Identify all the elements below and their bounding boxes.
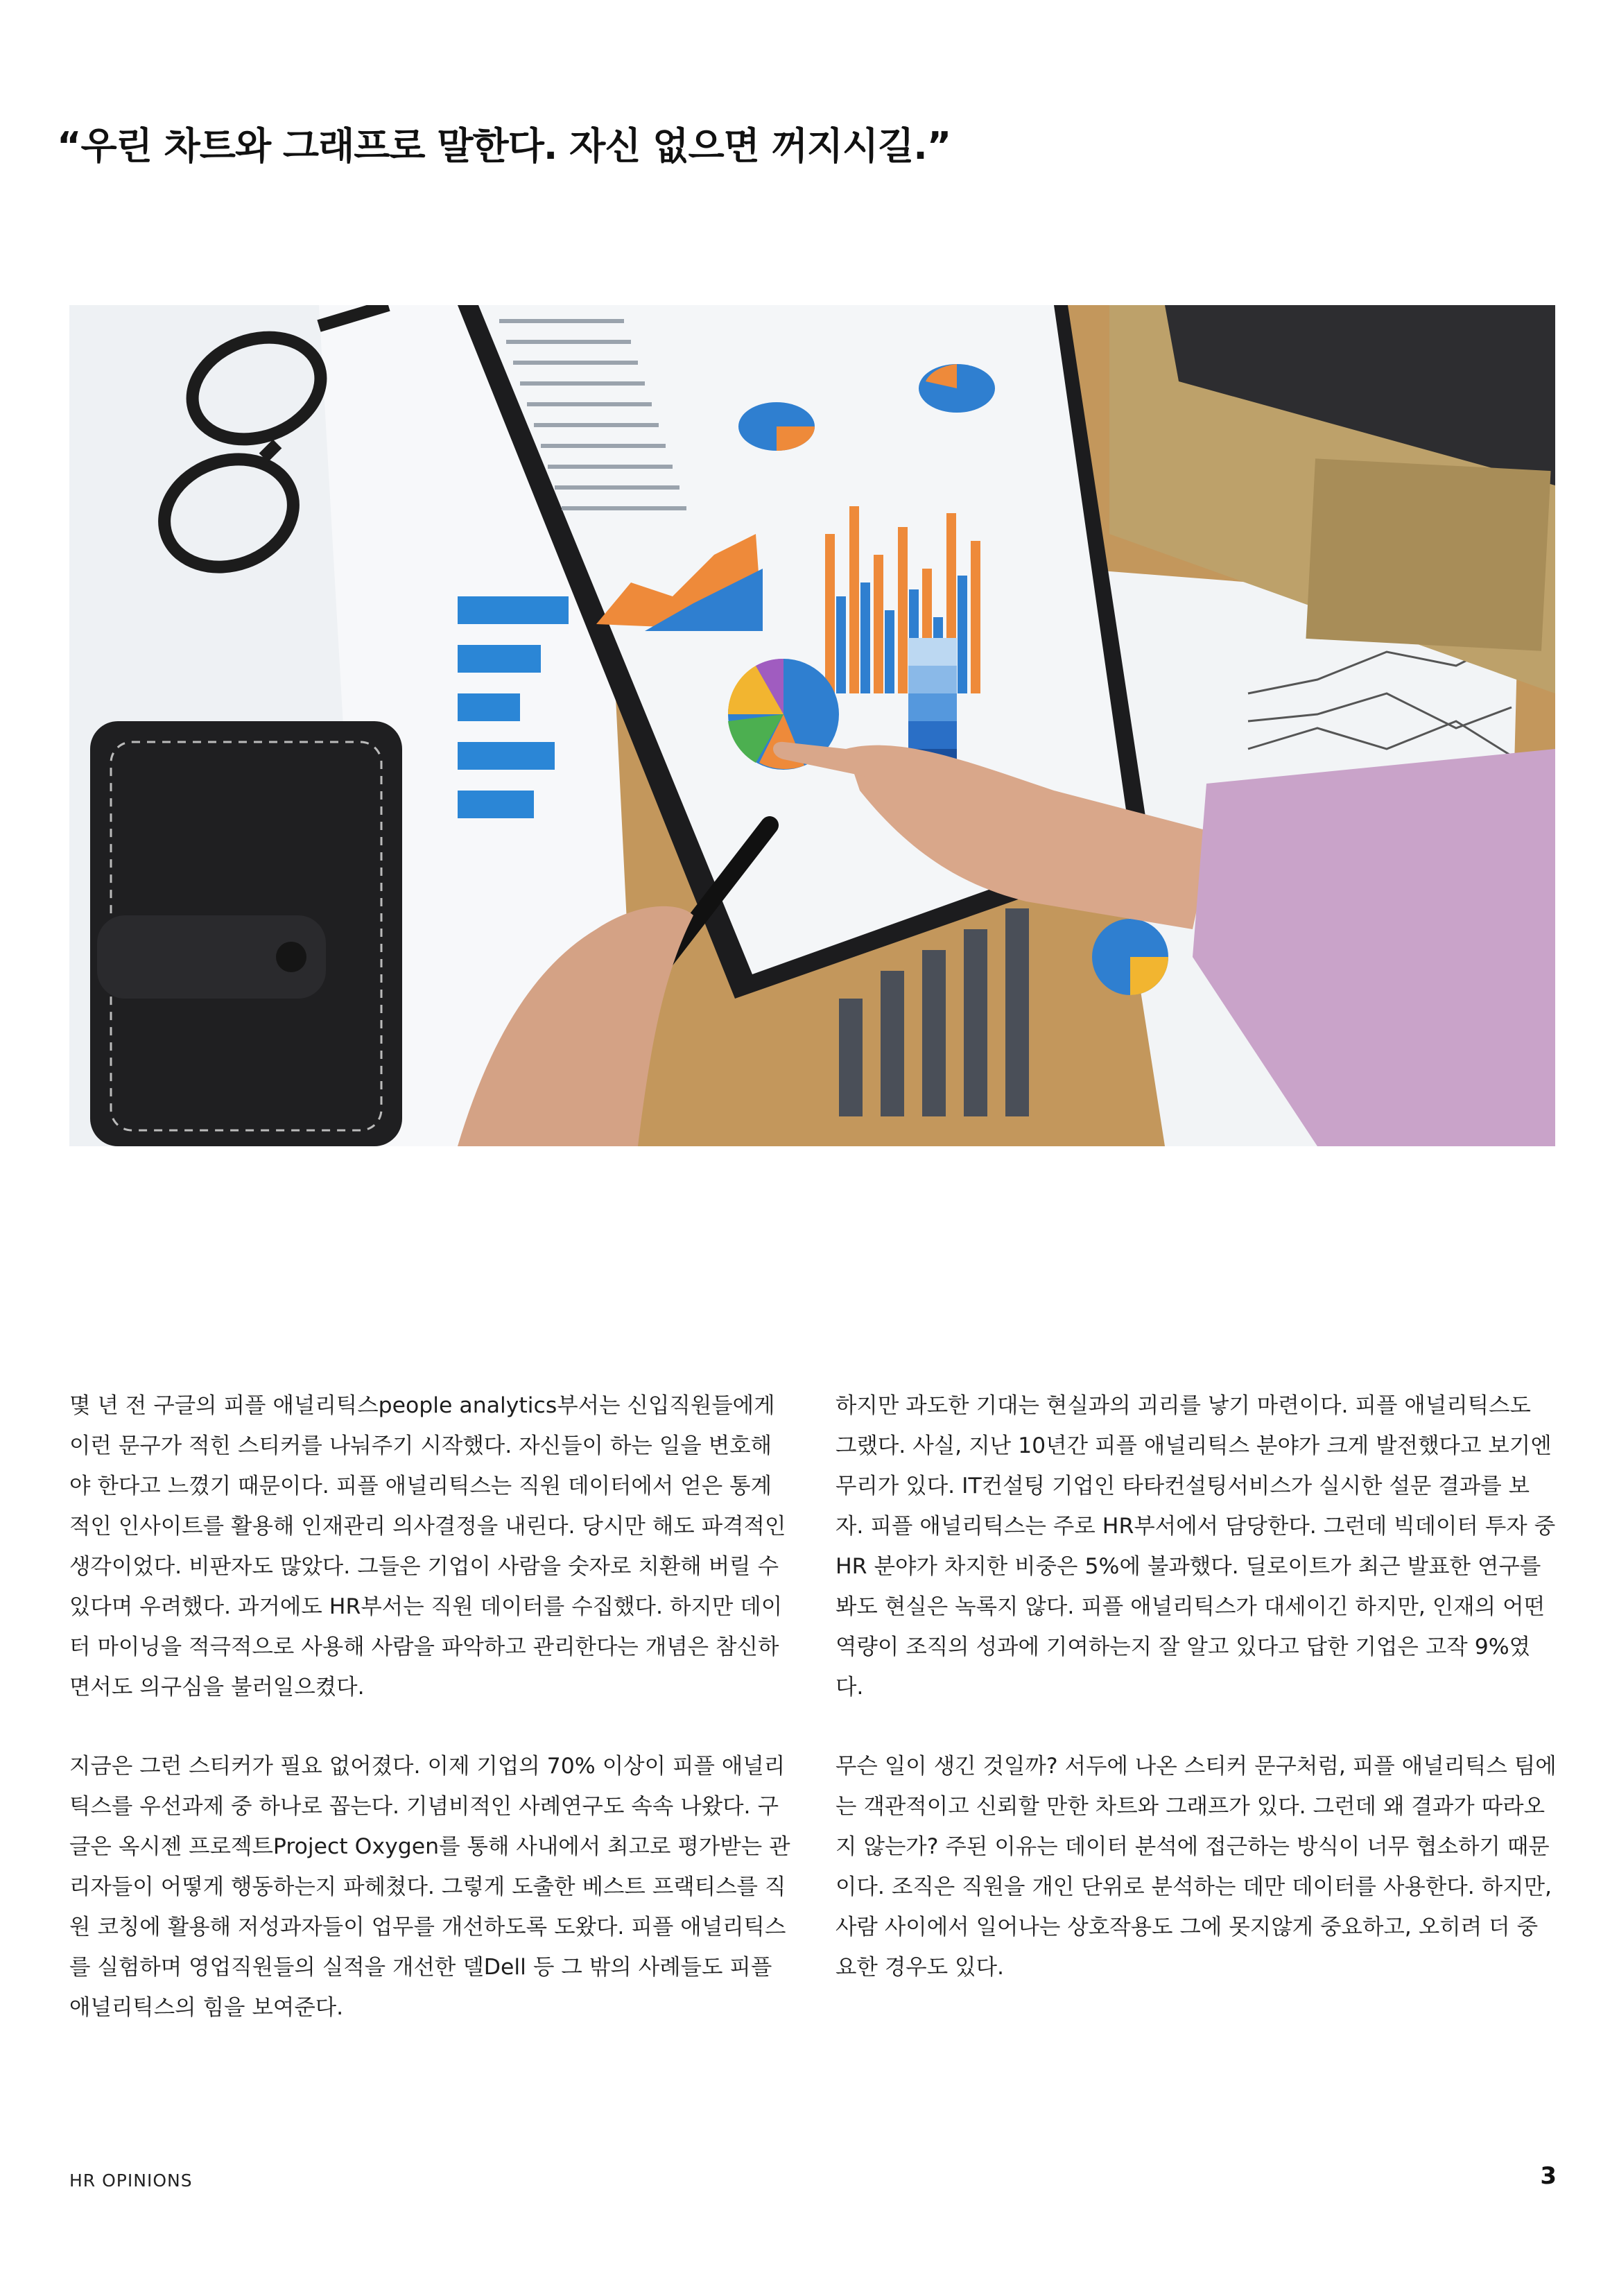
paragraph: 하지만 과도한 기대는 현실과의 괴리를 낳기 마련이다. 피플 애널리틱스도 그랬다. 사실, 지난 10년간 피플 애널리틱스 분야가 크게 발전했다고 보기엔 무리가 있다. IT컨설팅 기업인 타타컨설팅서비스가 실시한 설문 결과를 보자. 피플 애널리틱스는 주로 HR부서에서 담당한다. 그런데 빅데이터 투자 중 HR 분야가 차지한 비중은 5%에 불과했다. 딜로이트가 최근 발표한 연구를 봐도 현실은 녹록지 않다. 피플 애널리틱스가 대세이긴 하지만, 인재의 어떤 역량이 조직의 성과에 기여하는지 잘 알고 있다고 답한 기업은 고작 9%였다.	[836, 1393, 1556, 1700]
paragraph: 몇 년 전 구글의 피플 애널리틱스people analytics부서는 신입직원들에게 이런 문구가 적힌 스티커를 나눠주기 시작했다. 자신들이 하는 일을 변호해야 한다고 느꼈기 때문이다. 피플 애널리틱스는 직원 데이터에서 얻은 통계적인 인사이트를 활용해 인재관리 의사결정을 내린다. 당시만 해도 파격적인 생각이었다. 비판자도 많았다. 그들은 기업이 사람을 숫자로 치환해 버릴 수 있다며 우려했다. 과거에도 HR부서는 직원 데이터를 수집했다. 하지만 데이터 마이닝을 적극적으로 사용해 사람을 파악하고 관리한다는 개념은 참신하면서도 의구심을 불러일으켰다.	[69, 1393, 786, 1700]
right-column	[836, 1386, 1557, 2026]
trackpad	[1306, 458, 1550, 650]
left-column	[69, 1386, 790, 2066]
page-number: 3	[1540, 2162, 1557, 2190]
paragraph: 무슨 일이 생긴 것일까? 서두에 나온 스티커 문구처럼, 피플 애널리틱스 팀에는 객관적이고 신뢰할 만한 차트와 그래프가 있다. 그런데 왜 결과가 따라오지 않는가? 주된 이유는 데이터 분석에 접근하는 방식이 너무 협소하기 때문이다. 조직은 직원을 개인 단위로 분석하는 데만 데이터를 사용한다. 하지만, 사람 사이에서 일어나는 상호작용도 그에 못지않게 중요하고, 오히려 더 중요한 경우도 있다.	[836, 1754, 1557, 1980]
headline: “우린 차트와 그래프로 말한다. 자신 없으면 꺼지시길.”	[57, 124, 951, 168]
hero-photo	[69, 305, 1555, 1146]
paragraph: 지금은 그런 스티커가 필요 없어졌다. 이제 기업의 70% 이상이 피플 애널리틱스를 우선과제 중 하나로 꼽는다. 기념비적인 사례연구도 속속 나왔다. 구글은 옥시젠 프로젝트Project Oxygen를 통해 사내에서 최고로 평가받는 관리자들이 어떻게 행동하는지 파헤쳤다. 그렇게 도출한 베스트 프랙티스를 직원 코칭에 활용해 저성과자들이 업무를 개선하도록 도왔다. 피플 애널리틱스를 실험하며 영업직원들의 실적을 개선한 델Dell 등 그 밖의 사례들도 피플 애널리틱스의 힘을 보여준다.	[69, 1754, 790, 2020]
footer-section-label: HR OPINIONS	[69, 2170, 193, 2191]
